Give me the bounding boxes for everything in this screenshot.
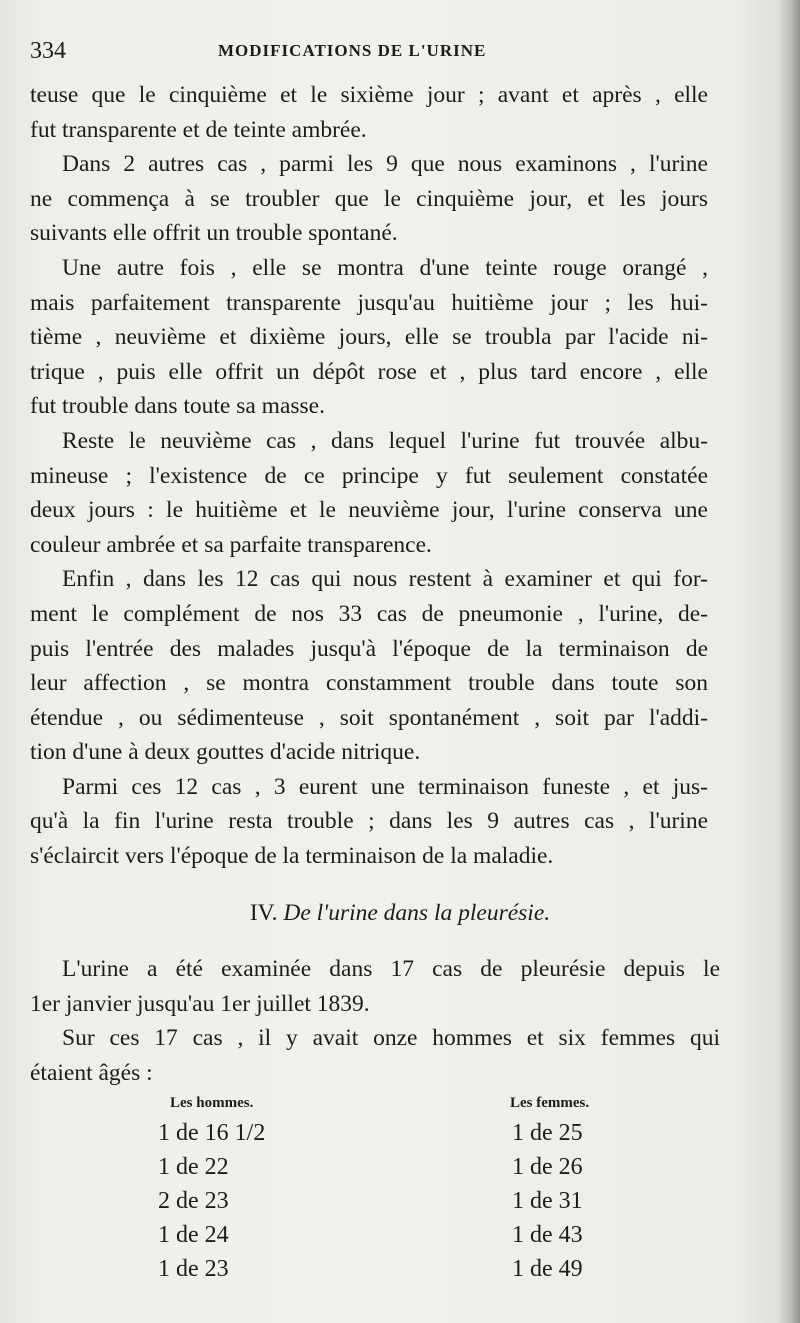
text-line: mais parfaitement transparente jusqu'au huitième jour ; les hui- [30,289,708,316]
text-line: leur affection , se montra constamment trouble dans toute son [30,670,708,697]
running-title: MODIFICATIONS DE L'URINE [218,41,487,60]
text-line: tième , neuvième et dixième jours, elle se troubla par l'acide ni- [30,324,708,351]
paragraph [30,770,708,874]
section-title: De l'urine dans la pleurésie. [283,900,551,926]
text-line: Reste le neuvième cas , dans lequel l'urine fut trouvée albu- [62,427,708,454]
women-entry: 1 de 49 [512,1256,583,1282]
text-line: fut transparente et de teinte ambrée. [30,116,367,143]
text-line: tion d'une à deux gouttes d'acide nitrique. [30,739,421,766]
paragraph [30,1021,720,1090]
text-line: s'éclaircit vers l'époque de la terminaison de la maladie. [30,843,554,870]
women-entry: 1 de 43 [512,1222,583,1248]
women-column-header: Les femmes. [510,1095,590,1111]
text-line: trique , puis elle offrit un dépôt rose et , plus tard encore , elle [30,358,708,385]
body-text [30,78,708,874]
paragraph [30,562,708,770]
text-line: suivants elle offrit un trouble spontané. [30,220,398,247]
text-line: mineuse ; l'existence de ce principe y fut seulement constatée [30,462,708,489]
men-entry: 1 de 16 1/2 [158,1120,266,1146]
page-edge-shadow [778,0,800,1323]
text-line: ment le complément de nos 33 cas de pneumonie , l'urine, de- [30,600,708,627]
paragraph [30,78,708,147]
text-line: 1er janvier jusqu'au 1er juillet 1839. [30,990,370,1017]
women-entry: 1 de 31 [512,1188,583,1214]
women-entry: 1 de 26 [512,1154,583,1180]
text-line: deux jours : le huitième et le neuvième jour, l'urine conserva une [30,497,708,524]
paragraph [30,952,720,1021]
section-number: IV. [249,900,278,926]
text-line: L'urine a été examinée dans 17 cas de pleurésie depuis le [62,956,720,982]
men-entry: 1 de 24 [158,1222,229,1248]
men-column-header: Les hommes. [170,1095,254,1111]
section-heading [0,900,800,927]
paragraph [30,424,708,562]
text-line: Dans 2 autres cas , parmi les 9 que nous examinons , l'urine [62,151,708,178]
text-line: teuse que le cinquième et le sixième jour ; avant et après , elle [30,82,708,108]
men-entry: 2 de 23 [158,1188,229,1214]
men-entry: 1 de 23 [158,1256,229,1282]
body-text-section [30,952,720,1090]
text-line: Enfin , dans les 12 cas qui nous restent à examiner et qui for- [62,566,708,593]
text-line: étendue , ou sédimenteuse , soit spontanément , soit par l'addi- [30,704,708,731]
paragraph [30,147,708,251]
men-entry: 1 de 22 [158,1154,229,1180]
text-line: Sur ces 17 cas , il y avait onze hommes et six femmes qui [62,1025,720,1052]
women-column [510,1095,589,1286]
text-line: puis l'entrée des malades jusqu'à l'époque de la terminaison de [30,635,708,662]
text-line: fut trouble dans toute sa masse. [30,393,325,420]
women-entry: 1 de 25 [512,1120,583,1146]
text-line: qu'à la fin l'urine resta trouble ; dans les 9 autres cas , l'urine [30,808,708,835]
men-column [158,1095,266,1286]
page-header [30,38,720,72]
text-line: ne commença à se troubler que le cinquième jour, et les jours [30,185,708,212]
text-line: couleur ambrée et sa parfaite transparence. [30,531,432,558]
paragraph [30,251,708,424]
page-number: 334 [30,38,66,64]
text-line: Parmi ces 12 cas , 3 eurent une terminaison funeste , et jus- [62,773,708,800]
text-line: Une autre fois , elle se montra d'une teinte rouge orangé , [62,254,708,281]
text-line: étaient âgés : [30,1059,153,1086]
